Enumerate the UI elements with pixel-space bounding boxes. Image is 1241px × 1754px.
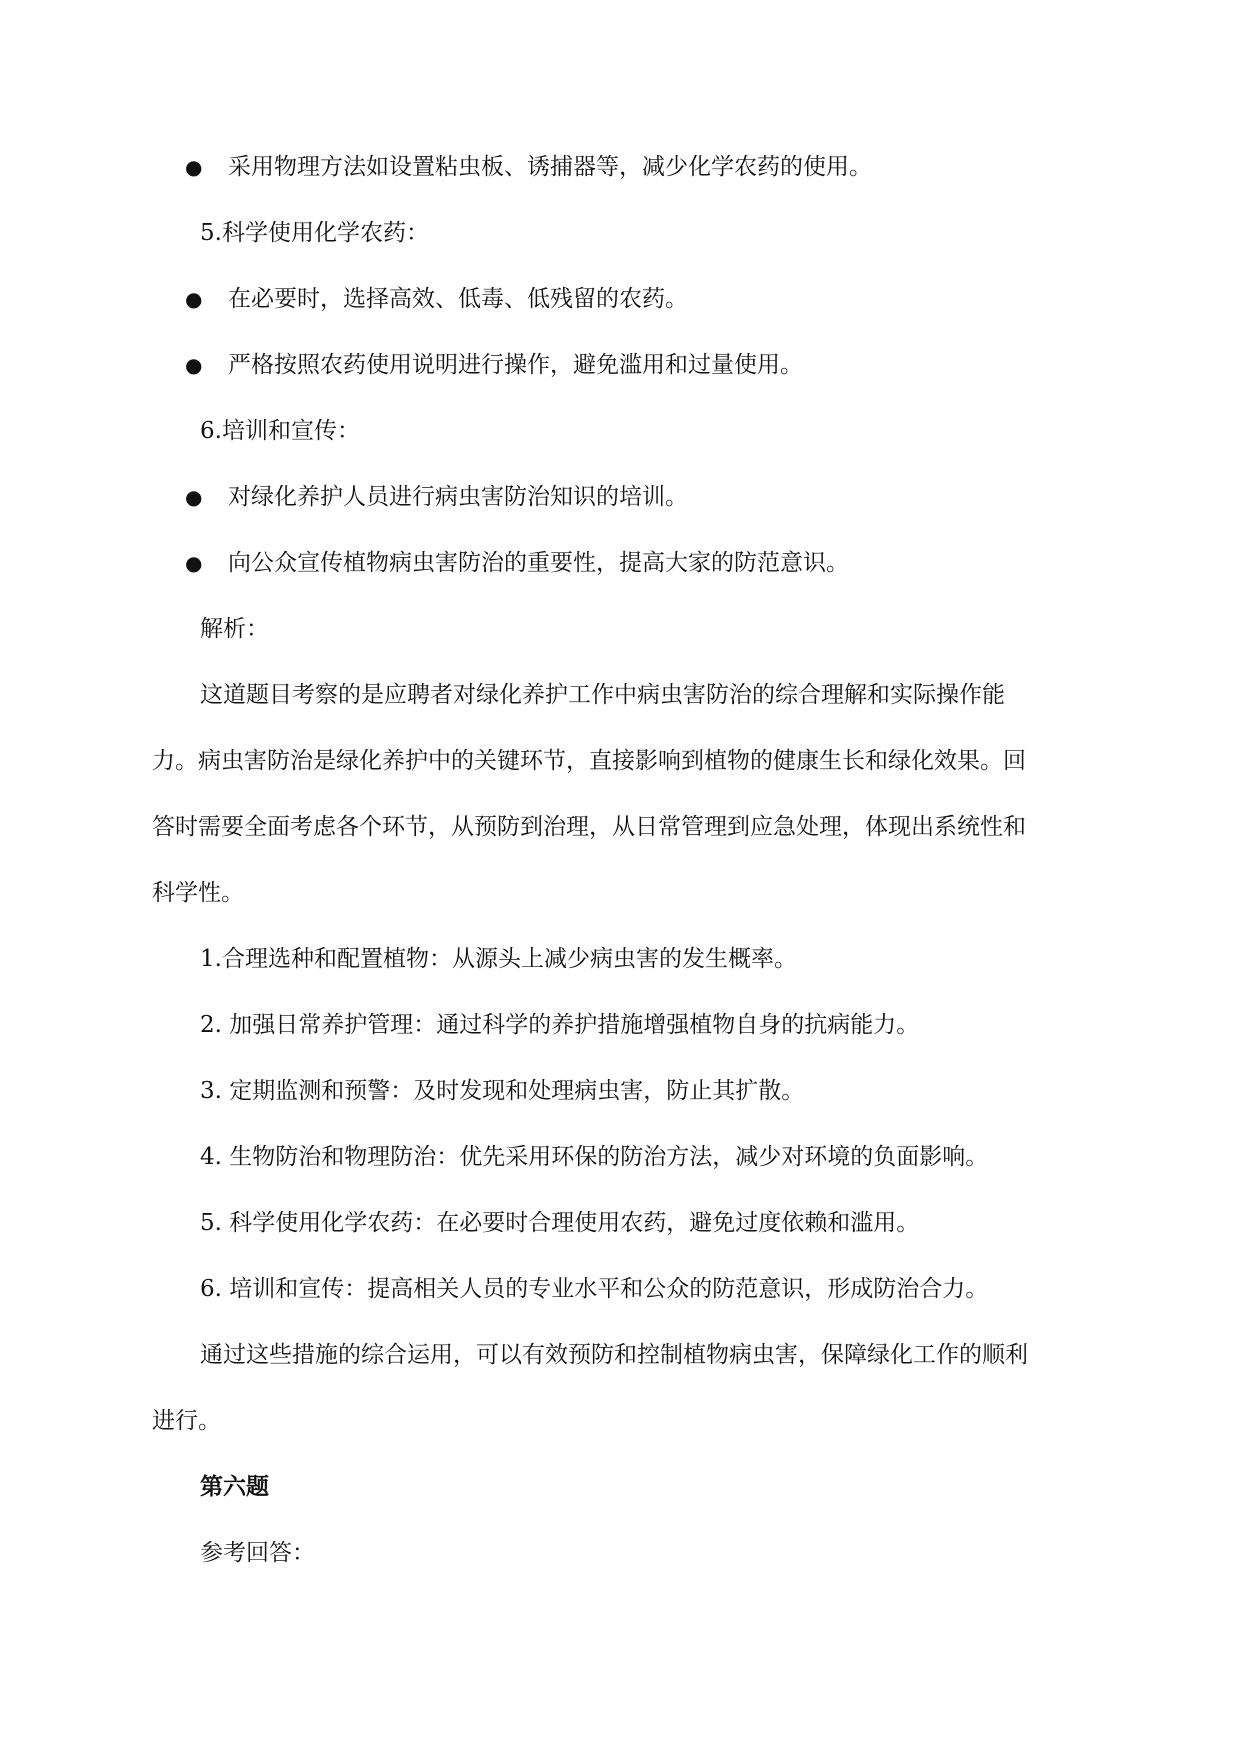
bullet-dot: ● [185, 353, 203, 377]
analysis-label: 解析： [200, 616, 269, 642]
analysis-paragraph-line: 科学性。 [152, 880, 244, 906]
conclusion-line: 进行。 [152, 1408, 221, 1434]
analysis-paragraph-line: 力。病虫害防治是绿化养护中的关键环节，直接影响到植物的健康生长和绿化效果。回 [152, 748, 1026, 774]
conclusion-line: 通过这些措施的综合运用，可以有效预防和控制植物病虫害，保障绿化工作的顺利 [200, 1342, 1028, 1368]
bullet-item-physical-methods: 采用物理方法如设置粘虫板、诱捕器等，减少化学农药的使用。 [228, 154, 872, 180]
analysis-point: 1.合理选种和配置植物：从源头上减少病虫害的发生概率。 [200, 946, 797, 972]
section-5-item: 严格按照农药使用说明进行操作，避免滥用和过量使用。 [228, 352, 803, 378]
section-5-heading: 5.科学使用化学农药： [200, 220, 429, 246]
section-5-item: 在必要时，选择高效、低毒、低残留的农药。 [228, 286, 688, 312]
bullet-dot: ● [185, 485, 203, 509]
section-6-item: 向公众宣传植物病虫害防治的重要性，提高大家的防范意识。 [228, 550, 849, 576]
analysis-point: 6. 培训和宣传：提高相关人员的专业水平和公众的防范意识，形成防治合力。 [200, 1276, 989, 1302]
section-6-heading: 6.培训和宣传： [200, 418, 360, 444]
bullet-dot: ● [185, 155, 203, 179]
analysis-paragraph-line: 答时需要全面考虑各个环节，从预防到治理，从日常管理到应急处理，体现出系统性和 [152, 814, 1026, 840]
analysis-point: 4. 生物防治和物理防治：优先采用环保的防治方法，减少对环境的负面影响。 [200, 1144, 989, 1170]
question-title: 第六题 [200, 1473, 269, 1500]
section-6-item: 对绿化养护人员进行病虫害防治知识的培训。 [228, 484, 688, 510]
analysis-point: 3. 定期监测和预警：及时发现和处理病虫害，防止其扩散。 [200, 1078, 805, 1104]
analysis-point: 5. 科学使用化学农药：在必要时合理使用农药，避免过度依赖和滥用。 [200, 1210, 920, 1236]
answer-label: 参考回答： [200, 1540, 315, 1566]
analysis-paragraph-line: 这道题目考察的是应聘者对绿化养护工作中病虫害防治的综合理解和实际操作能 [200, 682, 1005, 708]
analysis-point: 2. 加强日常养护管理：通过科学的养护措施增强植物自身的抗病能力。 [200, 1012, 920, 1038]
bullet-dot: ● [185, 287, 203, 311]
bullet-dot: ● [185, 551, 203, 575]
